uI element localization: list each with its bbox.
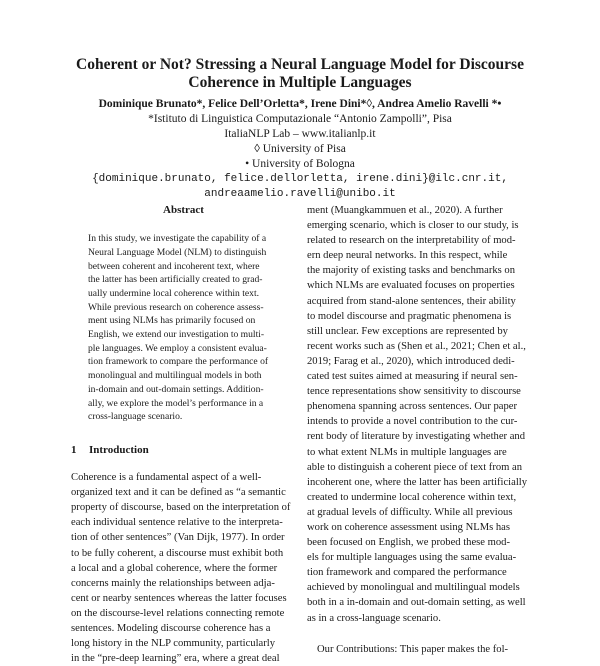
right-column-line: been focused on English, we probed these mod- (307, 537, 510, 549)
right-column-line: tion framework and compared the performance (307, 567, 507, 579)
affiliation-4: • University of Bologna (245, 158, 355, 170)
introduction-line: in the “pre-deep learning” era, where a great deal (71, 653, 280, 665)
abstract-line: in-domain and out-domain settings. Addition- (88, 383, 264, 395)
introduction-line: a local and a global coherence, where the former (71, 562, 278, 574)
right-column-line: cated test suites aimed at measuring if neural sen- (307, 371, 518, 383)
right-column-line: as in a cross-language scenario. (307, 612, 441, 624)
right-column-line: work on coherence assessment using NLMs has (307, 521, 511, 533)
abstract-line: In this study, we investigate the capability of a (88, 233, 267, 245)
paper-title (40, 56, 560, 92)
abstract-line: ment using NLMs has primarily focused on (88, 315, 256, 327)
introduction-line: concerns mainly the relationships between adja- (71, 577, 275, 589)
right-column-line: tence representations show sensitivity to discourse (307, 386, 521, 398)
right-column-line: able to distinguish a coherent piece of text from an (307, 461, 523, 473)
section-heading-introduction (71, 443, 296, 458)
introduction-line: organized text and it can be defined as “a semantic (71, 487, 286, 499)
contributions-paragraph-start: Our Contributions: This paper makes the fol- (317, 643, 509, 655)
right-column-line: rent body of literature by investigating whether and (307, 431, 525, 443)
introduction-line: long history in the NLP community, particularly (71, 638, 275, 650)
author-block (40, 97, 560, 202)
right-column-line: at gradual levels of difficulty. While all previous (307, 506, 513, 518)
abstract-line: the latter has been artificially created to grad- (88, 274, 263, 286)
abstract-line: ally, we explore the model’s performance in a (88, 397, 264, 409)
abstract-heading: Abstract (163, 204, 204, 216)
introduction-line: property of discourse, based on the interpretation of (71, 502, 291, 514)
abstract-line: While previous research on coherence assess- (88, 301, 264, 313)
right-column-line: ern deep neural networks. In this respect, while (307, 250, 508, 262)
right-column-line: still unclear. Few exceptions are represented by (307, 325, 508, 337)
right-column (307, 203, 533, 657)
title-line-2: Coherence in Multiple Languages (188, 74, 412, 91)
right-column-line: the majority of existing tasks and benchmarks on (307, 265, 516, 277)
affiliation-2: ItaliaNLP Lab – www.italianlp.it (224, 128, 376, 140)
affiliation-3: ◊ University of Pisa (254, 143, 346, 155)
author-names: Dominique Brunato*, Felice Dell’Orletta*, Irene Dini*◊, Andrea Amelio Ravelli *• (98, 98, 502, 110)
right-column-line: acquired from stand-alone sentences, their ability (307, 295, 516, 307)
abstract-line: ple languages. We employ a consistent evalua- (88, 342, 267, 354)
right-column-line: which NLMs are evaluated focuses on properties (307, 280, 515, 292)
right-column-line: els for multiple languages using the same evalua- (307, 552, 517, 564)
abstract-body (88, 232, 288, 424)
introduction-line: on the discourse-level relations connecting remote (71, 607, 285, 619)
section-number: 1 (71, 443, 77, 456)
introduction-line: tion of other sentences” (Van Dijk, 1977). In order (71, 532, 285, 544)
abstract-line: monolingual and multilingual models in both (88, 370, 262, 382)
abstract-line: ually undermine local coherence within text. (88, 287, 260, 299)
abstract-line: cross-language scenario. (88, 411, 183, 423)
right-column-line: recent works such as (Shen et al., 2021; Chen et al., (307, 340, 526, 352)
introduction-line: sentences. Modeling discourse coherence has a (71, 622, 271, 634)
right-column-body (307, 203, 533, 626)
right-column-line: to model discourse and pragmatic phenomena is (307, 310, 512, 322)
author-emails-1: {dominique.brunato, felice.dellorletta, irene.dini}@ilc.cnr.it, (92, 173, 508, 185)
right-column-line: both in a in-domain and out-domain setting, as well (307, 597, 526, 609)
right-column-line: incoherent one, where the latter has been artificially (307, 476, 528, 488)
abstract-line: Neural Language Model (NLM) to distinguish (88, 246, 267, 258)
right-column-line: emerging scenario, which is closer to our study, is (307, 220, 519, 232)
affiliation-1: *Istituto di Linguistica Computazionale “Antonio Zampolli”, Pisa (148, 113, 452, 125)
introduction-line: each individual sentence relative to the interpreta- (71, 517, 283, 529)
introduction-line: cent or nearby sentences whereas the latter focuses (71, 592, 287, 604)
right-column-line: to what extent NLMs in multiple languages are (307, 446, 507, 458)
introduction-body (71, 470, 296, 666)
right-column-line: created to undermine local coherence within text, (307, 491, 517, 503)
left-column (71, 203, 296, 666)
right-column-line: 2019; Farag et al., 2020), which introduced dedi- (307, 355, 515, 367)
right-column-line: intends to provide a novel contribution to the cur- (307, 416, 518, 428)
author-emails-2: andreaamelio.ravelli@unibo.it (204, 188, 396, 200)
section-title: Introduction (89, 443, 149, 456)
abstract-line: between coherent and incoherent text, where (88, 260, 260, 272)
right-column-line: related to research on the interpretability of mod- (307, 235, 516, 247)
abstract-line: English, we extend our investigation to multi- (88, 329, 265, 341)
right-column-line: ment (Muangkammuen et al., 2020). A further (307, 205, 503, 216)
title-line-1: Coherent or Not? Stressing a Neural Language Model for Discourse (76, 56, 524, 73)
right-column-line: achieved by monolingual and multilingual models (307, 582, 520, 594)
right-column-line: phenomena spanning across sentences. Our paper (307, 401, 518, 413)
introduction-line: to be fully coherent, a discourse must exhibit both (71, 547, 284, 559)
abstract-line: tion framework to compare the performance of (88, 356, 269, 368)
introduction-line: Coherence is a fundamental aspect of a well- (71, 472, 262, 484)
